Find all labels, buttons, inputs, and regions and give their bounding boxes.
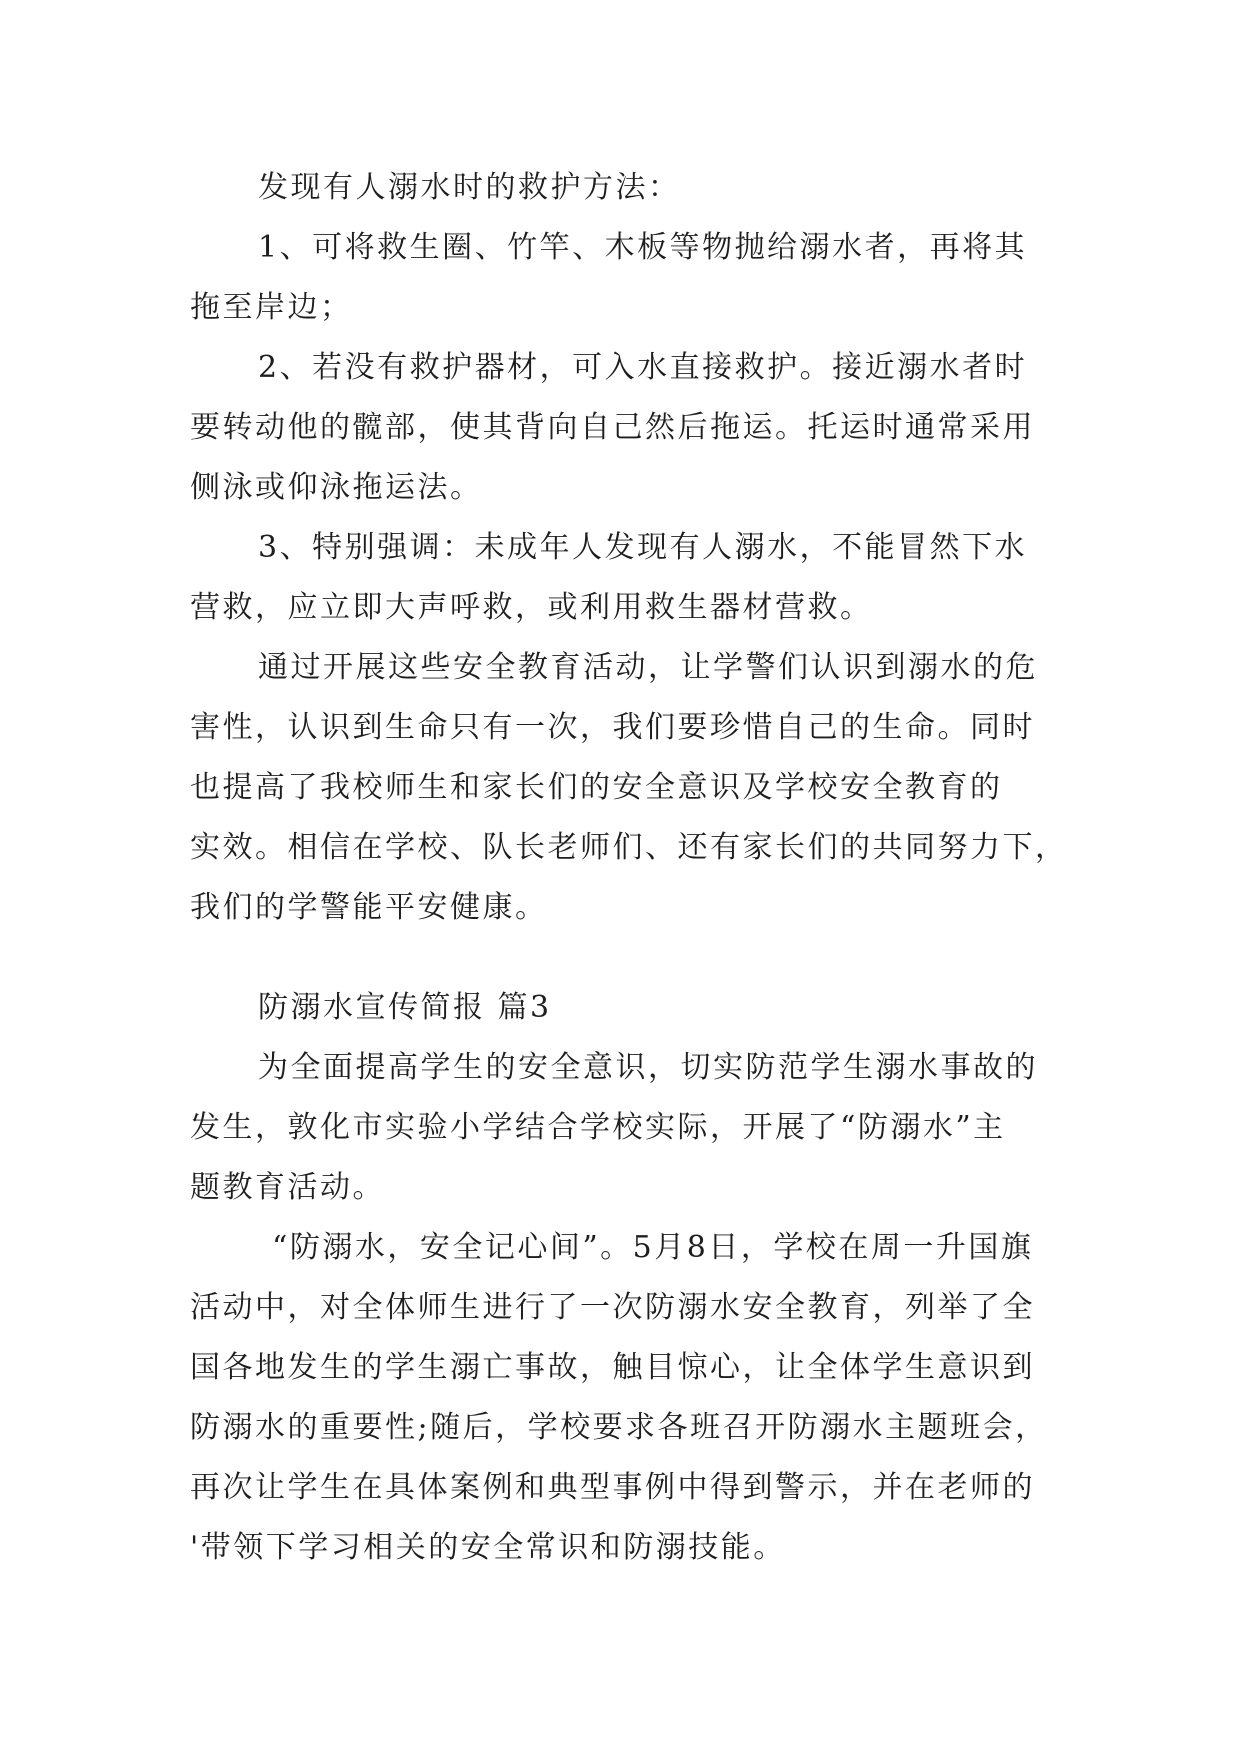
text-line: 也提高了我校师生和家长们的安全意识及学校安全教育的 [190, 770, 1003, 805]
text-line: 2、若没有救护器材，可入水直接救护。接近溺水者时 [258, 350, 1028, 385]
section-title: 防溺水宣传简报 篇3 [258, 990, 552, 1025]
text-line: 害性，认识到生命只有一次，我们要珍惜自己的生命。同时 [190, 710, 1035, 745]
text-line: 侧泳或仰泳拖运法。 [190, 470, 483, 505]
text-line: 发生，敦化市实验小学结合学校实际，开展了“防溺水”主 [190, 1110, 1006, 1145]
text-line: 活动中，对全体师生进行了一次防溺水安全教育，列举了全 [190, 1290, 1035, 1325]
text-line: 3、特别强调：未成年人发现有人溺水，不能冒然下水 [258, 530, 1028, 565]
text-line: “防溺水，安全记心间”。5月8日，学校在周一升国旗 [272, 1230, 1034, 1265]
text-line: 1、可将救生圈、竹竿、木板等物抛给溺水者，再将其 [258, 230, 1028, 265]
text-line: 实效。相信在学校、队长老师们、还有家长们的共同努力下， [190, 830, 1068, 865]
text-line: 要转动他的髋部，使其背向自己然后拖运。托运时通常采用 [190, 410, 1035, 445]
text-line: 营救，应立即大声呼救，或利用救生器材营救。 [190, 590, 873, 625]
text-line: 防溺水的重要性;随后，学校要求各班召开防溺水主题班会， [190, 1410, 1048, 1445]
rescue-methods-heading: 发现有人溺水时的救护方法： [258, 170, 681, 205]
text-line: 再次让学生在具体案例和典型事例中得到警示，并在老师的 [190, 1470, 1035, 1505]
text-line: 国各地发生的学生溺亡事故，触目惊心，让全体学生意识到 [190, 1350, 1035, 1385]
text-line: '带领下学习相关的安全常识和防溺技能。 [190, 1530, 786, 1565]
text-line: 为全面提高学生的安全意识，切实防范学生溺水事故的 [258, 1050, 1038, 1085]
text-line: 通过开展这些安全教育活动，让学警们认识到溺水的危 [258, 650, 1038, 685]
text-line: 拖至岸边； [190, 290, 353, 325]
text-line: 我们的学警能平安健康。 [190, 890, 548, 925]
text-line: 题教育活动。 [190, 1170, 385, 1205]
